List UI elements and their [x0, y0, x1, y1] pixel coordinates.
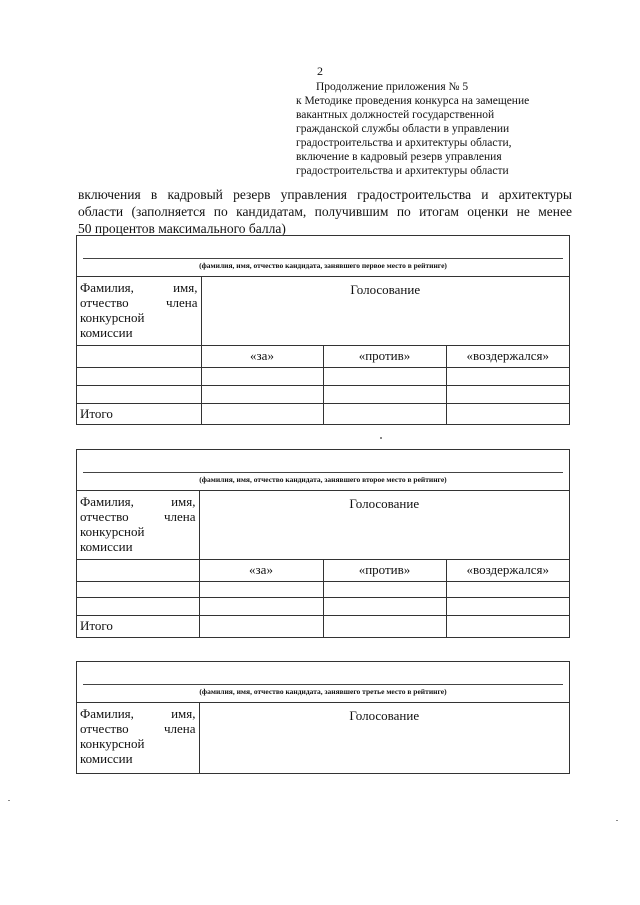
- column-against: «против»: [323, 559, 446, 581]
- member-label-cell: Фамилия, имя, отчество члена конкурсной комиссии: [77, 277, 201, 345]
- header-line: вакантных должностей государственной: [296, 109, 495, 121]
- vote-abstain-cell[interactable]: [446, 581, 569, 597]
- scan-speck: [8, 800, 10, 801]
- column-against: «против»: [323, 345, 446, 367]
- member-cell[interactable]: [77, 597, 199, 615]
- name-underline: [83, 684, 563, 685]
- header-line: к Методике проведения конкурса на замещение: [296, 95, 530, 107]
- voting-title: Голосование: [199, 703, 569, 773]
- column-for: «за»: [201, 345, 323, 367]
- vote-for-cell[interactable]: [201, 385, 323, 403]
- empty-cell[interactable]: [77, 345, 201, 367]
- voting-table: [77, 277, 569, 424]
- name-underline: [83, 258, 563, 259]
- header-line: включение в кадровый резерв управления: [296, 151, 502, 163]
- vote-against-cell[interactable]: [323, 581, 446, 597]
- header-line: гражданской службы области в управлении: [296, 123, 510, 135]
- vote-against-cell[interactable]: [323, 597, 446, 615]
- header-line: градостроительства и архитектуры области: [296, 165, 509, 177]
- ballot-second-place: [76, 449, 570, 638]
- scan-speck: [380, 437, 382, 439]
- vote-for-cell[interactable]: [199, 597, 323, 615]
- candidate-name-field[interactable]: [77, 236, 569, 277]
- total-against-cell[interactable]: [323, 403, 446, 424]
- total-for-cell[interactable]: [201, 403, 323, 424]
- total-label: Итого: [77, 403, 201, 424]
- vote-abstain-cell[interactable]: [446, 367, 569, 385]
- candidate-name-field[interactable]: [77, 662, 569, 703]
- scan-speck: [616, 820, 618, 821]
- member-label-cell: Фамилия, имя, отчество члена конкурсной комиссии: [77, 491, 199, 559]
- vote-against-cell[interactable]: [323, 385, 446, 403]
- name-underline: [83, 472, 563, 473]
- candidate-name-field[interactable]: [77, 450, 569, 491]
- voting-title: Голосование: [201, 277, 569, 345]
- member-cell[interactable]: [77, 385, 201, 403]
- intro-line: 50 процентов максимального балла): [78, 221, 286, 236]
- candidate-caption: (фамилия, имя, отчество кандидата, занявшего третье место в рейтинге): [199, 687, 447, 696]
- vote-for-cell[interactable]: [199, 581, 323, 597]
- vote-abstain-cell[interactable]: [446, 597, 569, 615]
- vote-abstain-cell[interactable]: [446, 385, 569, 403]
- column-abstain: «воздержался»: [446, 559, 569, 581]
- candidate-caption: (фамилия, имя, отчество кандидата, занявшего второе место в рейтинге): [199, 475, 447, 484]
- intro-paragraph: [78, 186, 572, 237]
- candidate-caption: (фамилия, имя, отчество кандидата, занявшего первое место в рейтинге): [199, 261, 447, 270]
- appendix-header: [296, 80, 586, 178]
- total-label: Итого: [77, 615, 199, 637]
- vote-against-cell[interactable]: [323, 367, 446, 385]
- total-abstain-cell[interactable]: [446, 615, 569, 637]
- ballot-third-place: [76, 661, 570, 774]
- page-number: 2: [317, 64, 323, 78]
- member-cell[interactable]: [77, 367, 201, 385]
- ballot-first-place: [76, 235, 570, 425]
- member-label-cell: Фамилия, имя, отчество члена конкурсной комиссии: [77, 703, 199, 773]
- member-cell[interactable]: [77, 581, 199, 597]
- voting-title: Голосование: [199, 491, 569, 559]
- column-abstain: «воздержался»: [446, 345, 569, 367]
- voting-table: [77, 703, 569, 773]
- intro-line: области (заполняется по кандидатам, получившим по итогам оценки не менее: [78, 204, 572, 219]
- header-line: градостроительства и архитектуры области,: [296, 137, 512, 149]
- empty-cell[interactable]: [77, 559, 199, 581]
- column-for: «за»: [199, 559, 323, 581]
- voting-table: [77, 491, 569, 637]
- intro-line: включения в кадровый резерв управления градостроительства и архитектуры: [78, 187, 572, 202]
- header-line: Продолжение приложения № 5: [316, 81, 469, 93]
- total-against-cell[interactable]: [323, 615, 446, 637]
- total-for-cell[interactable]: [199, 615, 323, 637]
- total-abstain-cell[interactable]: [446, 403, 569, 424]
- vote-for-cell[interactable]: [201, 367, 323, 385]
